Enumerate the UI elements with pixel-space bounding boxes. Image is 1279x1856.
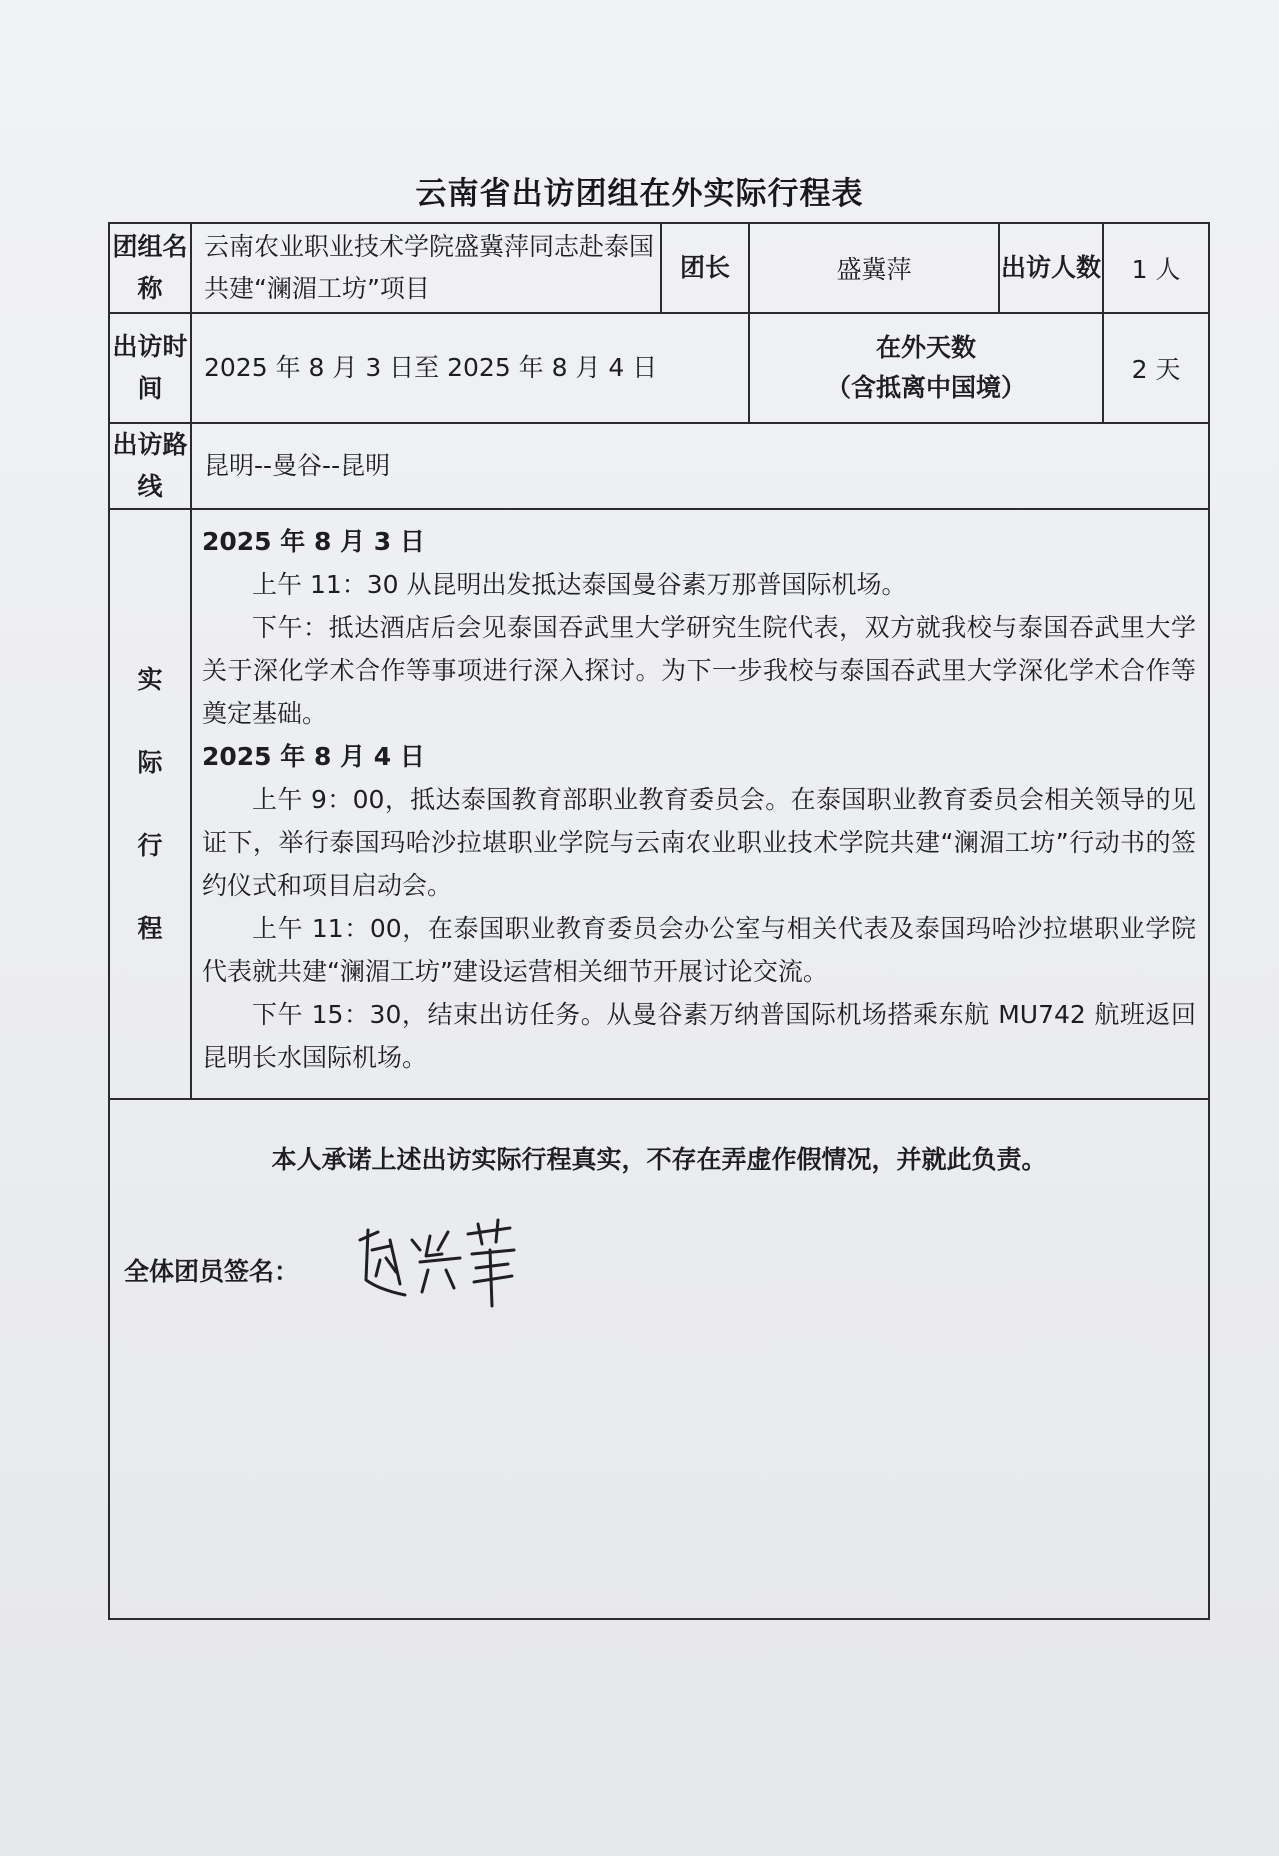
group-name-label: 团组名称	[109, 223, 191, 313]
pledge-cell	[109, 1099, 1209, 1619]
table-row	[109, 223, 1209, 313]
day2-morning-2: 上午 11：00，在泰国职业教育委员会办公室与相关代表及泰国玛哈沙拉堪职业学院代表就共建“澜湄工坊”建设运营相关细节开展讨论交流。	[202, 914, 1196, 986]
itinerary-label-char: 实	[137, 665, 163, 694]
itinerary-label-char: 程	[137, 914, 163, 943]
day2-morning-1: 上午 9：00，抵达泰国教育部职业教育委员会。在泰国职业教育委员会相关领导的见证下，举行泰国玛哈沙拉堪职业学院与云南农业职业技术学院共建“澜湄工坊”行动书的签约仪式和项目启动会。	[202, 785, 1196, 900]
day1-afternoon: 下午：抵达酒店后会见泰国吞武里大学研究生院代表，双方就我校与泰国吞武里大学关于深化学术合作等事项进行深入探讨。为下一步我校与泰国吞武里大学深化学术合作等奠定基础。	[202, 613, 1196, 728]
visit-time-label: 出访时间	[109, 313, 191, 423]
itinerary-label-char: 行	[137, 831, 163, 860]
leader-label: 团长	[661, 223, 749, 313]
leader-value: 盛冀萍	[749, 223, 999, 313]
route-value: 昆明--曼谷--昆明	[191, 423, 1209, 509]
itinerary-content	[191, 509, 1209, 1099]
pledge-text: 本人承诺上述出访实际行程真实，不存在弄虚作假情况，并就此负责。	[271, 1145, 1047, 1174]
member-count-value: 1 人	[1103, 223, 1209, 313]
itinerary-label-char: 际	[137, 748, 163, 777]
day2-afternoon: 下午 15：30，结束出访任务。从曼谷素万纳普国际机场搭乘东航 MU742 航班返回昆明长水国际机场。	[202, 1000, 1196, 1072]
days-abroad-label	[749, 313, 1103, 423]
days-abroad-label-line2: （含抵离中国境）	[825, 373, 1026, 402]
table-row	[109, 423, 1209, 509]
day1-morning: 上午 11：30 从昆明出发抵达泰国曼谷素万那普国际机场。	[252, 570, 907, 599]
itinerary-label	[109, 509, 191, 1099]
itinerary-table	[108, 222, 1210, 1620]
day1-date: 2025 年 8 月 3 日	[202, 527, 425, 556]
visit-time-value: 2025 年 8 月 3 日至 2025 年 8 月 4 日	[191, 313, 749, 423]
days-abroad-value: 2 天	[1103, 313, 1209, 423]
days-abroad-label-line1: 在外天数	[875, 333, 976, 362]
day2-date: 2025 年 8 月 4 日	[202, 742, 425, 771]
signature-label: 全体团员签名：	[124, 1257, 300, 1286]
table-row	[109, 313, 1209, 423]
table-row	[109, 1099, 1209, 1619]
member-count-label: 出访人数	[999, 223, 1103, 313]
table-row	[109, 509, 1209, 1099]
group-name-value: 云南农业职业技术学院盛冀萍同志赴泰国共建“澜湄工坊”项目	[191, 223, 661, 313]
page-title: 云南省出访团组在外实际行程表	[415, 176, 864, 212]
handwritten-signature	[350, 1210, 530, 1310]
route-label: 出访路线	[109, 423, 191, 509]
